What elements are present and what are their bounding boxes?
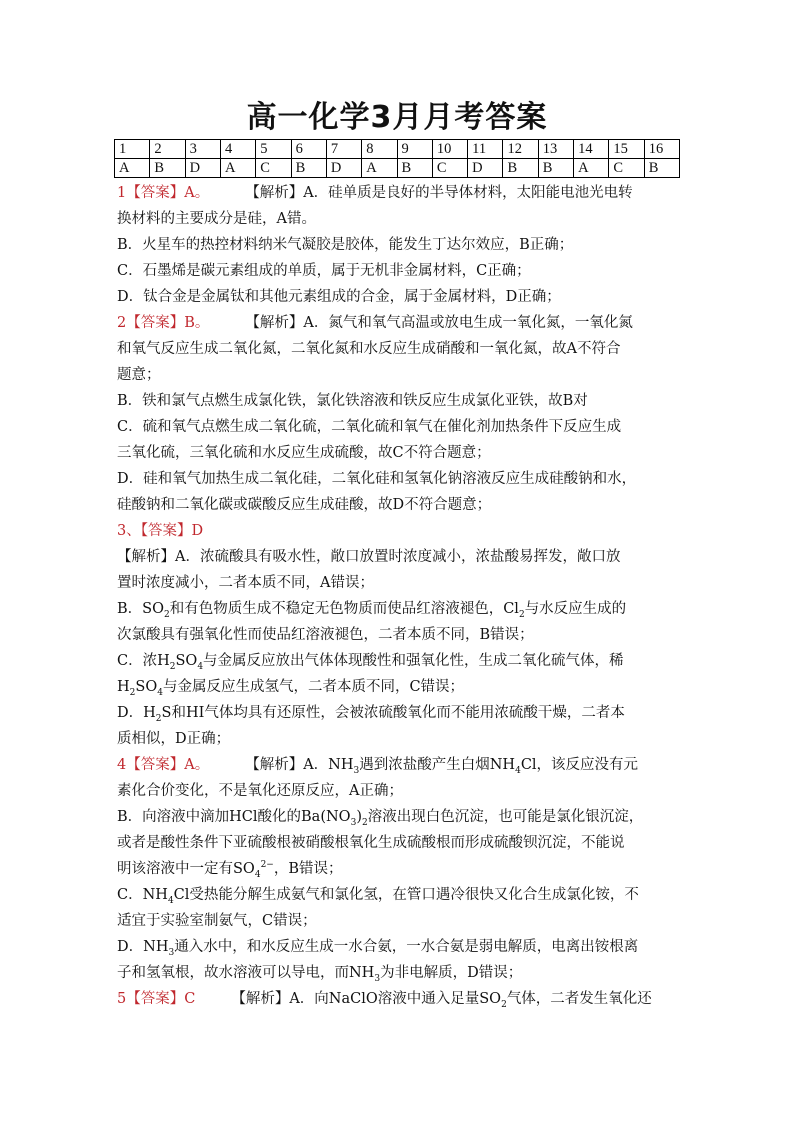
q2-answer-tag: 2【答案】B。 (117, 315, 210, 331)
answer-cell: A (220, 159, 255, 178)
q2-line: 三氧化硫，三氧化硫和水反应生成硫酸，故C不符合题意； (117, 445, 491, 461)
q3-line: D．$H_2S$和HI气体均具有还原性，会被浓硫酸氧化而不能用浓硫酸干燥，二者本 (117, 705, 625, 724)
q2-line: C．硫和氧气点燃生成二氧化硫，二氧化硫和氧气在催化剂加热条件下反应生成 (117, 419, 622, 435)
q1-answer-tag: 1【答案】A。 (117, 185, 210, 201)
answer-cell: B (503, 159, 538, 178)
q3-line: 次氯酸具有强氧化性而使品红溶液褪色，二者本质不同，B错误； (117, 627, 534, 643)
q4-line: 适宜于实验室制氨气，C错误； (117, 913, 317, 929)
question-number-cell: 14 (574, 140, 609, 159)
q5-line: 5【答案】C 【解析】A．向NaClO溶液中通入足量$SO_2$气体，二者发生氧化还 (117, 991, 652, 1010)
answer-cell: B (538, 159, 573, 178)
q2-line: 和氧气反应生成二氧化氮，二氧化氮和水反应生成硝酸和一氧化氮，故A不符合 (117, 341, 621, 357)
q4-line: 明该溶液中一定有$SO_4^{2-}$，B错误； (117, 860, 343, 880)
q1-line: C．石墨烯是碳元素组成的单质，属于无机非金属材料，C正确； (117, 263, 531, 279)
answer-cell: B (397, 159, 432, 178)
answer-cell: B (150, 159, 185, 178)
q4-line: 子和氢氧根，故水溶液可以导电，而$NH_3$为非电解质，D错误； (117, 965, 523, 984)
q3-line: 置时浓度减小，二者本质不同，A错误； (117, 575, 374, 591)
question-number-cell: 1 (115, 140, 150, 159)
question-number-cell: 9 (397, 140, 432, 159)
question-number-cell: 12 (503, 140, 538, 159)
solution-body (117, 180, 683, 1012)
q3-line (117, 518, 683, 544)
q3-line: 【解析】A．浓硫酸具有吸水性，敞口放置时浓度减小，浓盐酸易挥发，敞口放 (117, 549, 621, 565)
q2-line: 题意； (117, 367, 161, 383)
answer-cell: D (468, 159, 503, 178)
answer-row (115, 159, 680, 178)
question-number-cell: 5 (256, 140, 291, 159)
q5-answer-tag: 5【答案】C (117, 991, 196, 1007)
answer-cell: C (256, 159, 291, 178)
q1-line: 换材料的主要成分是硅，A错。 (117, 211, 316, 227)
answer-cell: B (644, 159, 679, 178)
answer-cell: A (362, 159, 397, 178)
q4-line: 素化合价变化，不是氧化还原反应，A正确； (117, 783, 403, 799)
q2-line: B．铁和氯气点燃生成氯化铁，氯化铁溶液和铁反应生成氯化亚铁，故B对 (117, 393, 588, 409)
question-number-cell: 13 (538, 140, 573, 159)
q3-line: $H_2SO_4$与金属反应生成氢气，二者本质不同，C错误； (117, 679, 465, 698)
q3-line: C．浓$H_2SO_4$与金属反应放出气体体现酸性和强氧化性，生成二氧化硫气体，稀 (117, 653, 624, 672)
question-number-row (115, 140, 680, 159)
answer-cell: A (115, 159, 150, 178)
question-number-cell: 10 (432, 140, 467, 159)
question-number-cell: 8 (362, 140, 397, 159)
q4-answer-tag: 4【答案】A。 (117, 757, 210, 773)
question-number-cell: 7 (326, 140, 361, 159)
page-title: 高一化学3月月考答案 (246, 100, 548, 135)
q3-line: B．$SO_2$和有色物质生成不稳定无色物质而使品红溶液褪色，$Cl_2$与水反应生成的 (117, 601, 627, 620)
q2-line: 硅酸钠和二氧化碳或碳酸反应生成硅酸，故D不符合题意； (117, 497, 492, 513)
answer-cell: C (432, 159, 467, 178)
q4-line: 或者是酸性条件下亚硫酸根被硝酸根氧化生成硫酸根而形成硫酸钡沉淀，不能说 (117, 835, 625, 851)
question-number-cell: 4 (220, 140, 255, 159)
q4-line: D．$NH_3$通入水中，和水反应生成一水合氨，一水合氨是弱电解质，电离出铵根离 (117, 939, 639, 958)
q4-line: C．$NH_4Cl$受热能分解生成氨气和氯化氢，在管口遇冷很快又化合生成氯化铵，不 (117, 887, 639, 906)
answer-cell: B (291, 159, 326, 178)
question-number-cell: 15 (609, 140, 644, 159)
question-number-cell: 6 (291, 140, 326, 159)
answer-cell: D (185, 159, 220, 178)
q2-line: D．硅和氧气加热生成二氧化硅，二氧化硅和氢氧化钠溶液反应生成硅酸钠和水， (117, 471, 637, 487)
q1-line: 1【答案】A。 【解析】A．硅单质是良好的半导体材料，太阳能电池光电转 (117, 185, 633, 201)
answer-cell: D (326, 159, 361, 178)
q3-line: 质相似，D正确； (117, 731, 231, 747)
q2-line: 2【答案】B。 【解析】A．氮气和氧气高温或放电生成一氧化氮，一氧化氮 (117, 315, 633, 331)
q3-answer-tag: 3、【答案】D (117, 523, 204, 539)
question-number-cell: 3 (185, 140, 220, 159)
answer-cell: A (574, 159, 609, 178)
q4-line: 4【答案】A。 【解析】A．$NH_3$遇到浓盐酸产生白烟$NH_4Cl$，该反应没有元 (117, 757, 639, 776)
q1-line: D．钛合金是金属钛和其他元素组成的合金，属于金属材料，D正确； (117, 289, 561, 305)
q1-line: B．火星车的热控材料纳米气凝胶是胶体，能发生丁达尔效应，B正确； (117, 237, 574, 253)
answer-table (114, 139, 680, 178)
question-number-cell: 2 (150, 140, 185, 159)
question-number-cell: 11 (468, 140, 503, 159)
q4-line: B．向溶液中滴加HCl酸化的$Ba(NO_3)_2$溶液出现白色沉淀，也可能是氯化银沉淀， (117, 809, 644, 828)
answer-cell: C (609, 159, 644, 178)
question-number-cell: 16 (644, 140, 679, 159)
